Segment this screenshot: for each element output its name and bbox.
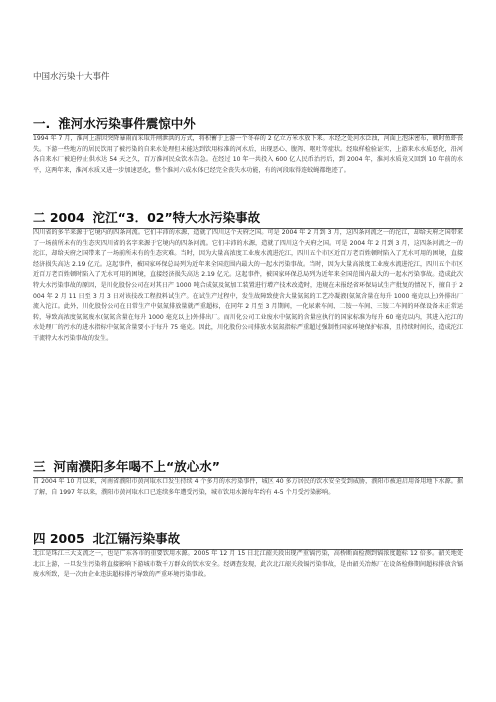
- section-body-3: 自 2004 年 10 月以来，河南省濮阳市黄河取水口发生持续 4 个多月的水污染事件，城区 40 多万居民的饮水安全受到威胁，濮阳市被迫启用备用地下水源。据了解，自 1997 年以来，濮阳市黄河取水口已连续多年遭受污染，城市饮用水源每年约有 4-5 个月受污染影响。: [33, 478, 463, 496]
- section-heading-1: [33, 114, 463, 135]
- section-title-1: 淮河水污染事件震惊中外: [58, 116, 196, 131]
- section-title-2: 沱江“3．02”特大水污染事故: [92, 210, 261, 225]
- section-heading-3: [33, 457, 463, 478]
- section-title-3: 河南濮阳多年喝不上“放心水”: [53, 459, 220, 474]
- section-number-4: 四 2005: [33, 531, 85, 546]
- section-heading-2: [33, 208, 463, 229]
- section-heading-4: [33, 529, 463, 550]
- document-title: 中国水污染十大事件: [33, 72, 110, 82]
- section-body-2: 四川省的多半来源于它境内的四条河流。它们丰沛的水源，造就了四川这个天府之国。可是 2004 年 2 月到 3 月，这四条河流之一的沱江，却给天府之国带来了一场前所未有的生态灾四川省的名字来源于它境内的四条河流。它们丰沛的水源，造就了四川这个天府之国。可是 2004 年 2 月到 3 月，这四条河流之一的沱江，却给天府之国带来了一场前所未有的生态灾难。当时，因为大量高浓度工业废水流进沱江，四川五个市区近百万老百姓顿时陷入了无水可用的困境，直接经济损失高达 2.19 亿元。这起事件，被国家环保总局列为近年来全国范围内最大的一起水污染事故。当时，因为大量高浓度工业废水流进沱江，四川五个市区近百万老百姓顿时陷入了无水可用的困境，直接经济损失高达 2.19 亿元。这起事件，被国家环保总局列为近年来全国范围内最大的一起水污染事故。造成此次特大水污染事故的原因，是川化股份公司在对其日产 1000 吨合成氨及氮加工装置进行增产技术改造时，违规在未报经省环保局试生产批复的情况下，擅自于 2004 年 2 月 11 日至 3 月 3 日对该技改工程投料试生产。在试生产过程中，发生故障致使含大量氨氮的工艺冷凝液(氨氮含量在每升 1000 毫克以上)外排出厂流入沱江。此外，川化股份公司在日常生产中氨氮排放量就严重超标，在同年 2 月至 3 月期间，一化尿素车间、二铵一车间、三铵二车间的环保设备未正常运转，导致高浓度氨氮废水(氨氮含量在每升 1000 毫克以上)外排出厂。而川化公司工业废水中氨氮的含量应执行的国家标准为每升 60 毫克以内，其进入沱江的水处理厂的污水的进水指标中氨氮含量要小于每升 75 毫克。因此，川化股份公司排放水氨氮指标严重超过强制性国家环境保护标准，且持续时间长，造成沱江干流特大水污染事故的发生。: [33, 229, 463, 342]
- section-number-1: 一.: [33, 116, 51, 131]
- section-number-2: 二 2004: [33, 210, 85, 225]
- section-title-4: 北江镉污染事故: [92, 531, 181, 546]
- section-number-3: 三: [33, 459, 46, 474]
- section-body-4: 北江是珠江三大支流之一，也是广东各市的重要饮用水源。2005 年 12 月 15 日北江韶关段出现严重镉污染，高桥断面检测到镉浓度超标 12 倍多。韶关地处北江上游，一旦发生污染将直接影响下游城市数千万群众的饮水安全。经调查发现，此次北江韶关段镉污染事故，是由韶关冶炼厂在设备检修期间超标排放含镉废水所致，是一次由企业违法超标排污导致的严重环境污染事故。: [33, 550, 463, 579]
- section-body-1: 1994 年 7 月，淮河上游因突降暴雨而采取开闸泄洪的方式，将积蓄于上游一个冬春的 2 亿立方米水放下来。水经之处河水泛浊，河面上泡沫密布，顿时鱼虾丧失。下游一些地方的居民饮用了被污染的自来水处理但未能达到饮用标准的河水后，出现恶心、腹泻、呕吐等症状。经取样检验证实，上游来水水质恶化，沿河各自来水厂被迫停止供水达 54 天之久，百万淮河民众饮水告急。在经过 10 年一共投入 600 亿人民币治污后，到 2004 年，淮河水质竟又回到 10 年前的水平，这两年来，淮河水质又进一步加速恶化，整个淮河六成水体已经完全丧失水功能，有的河段取得连蚊蝇都绝迹了。: [33, 135, 463, 174]
